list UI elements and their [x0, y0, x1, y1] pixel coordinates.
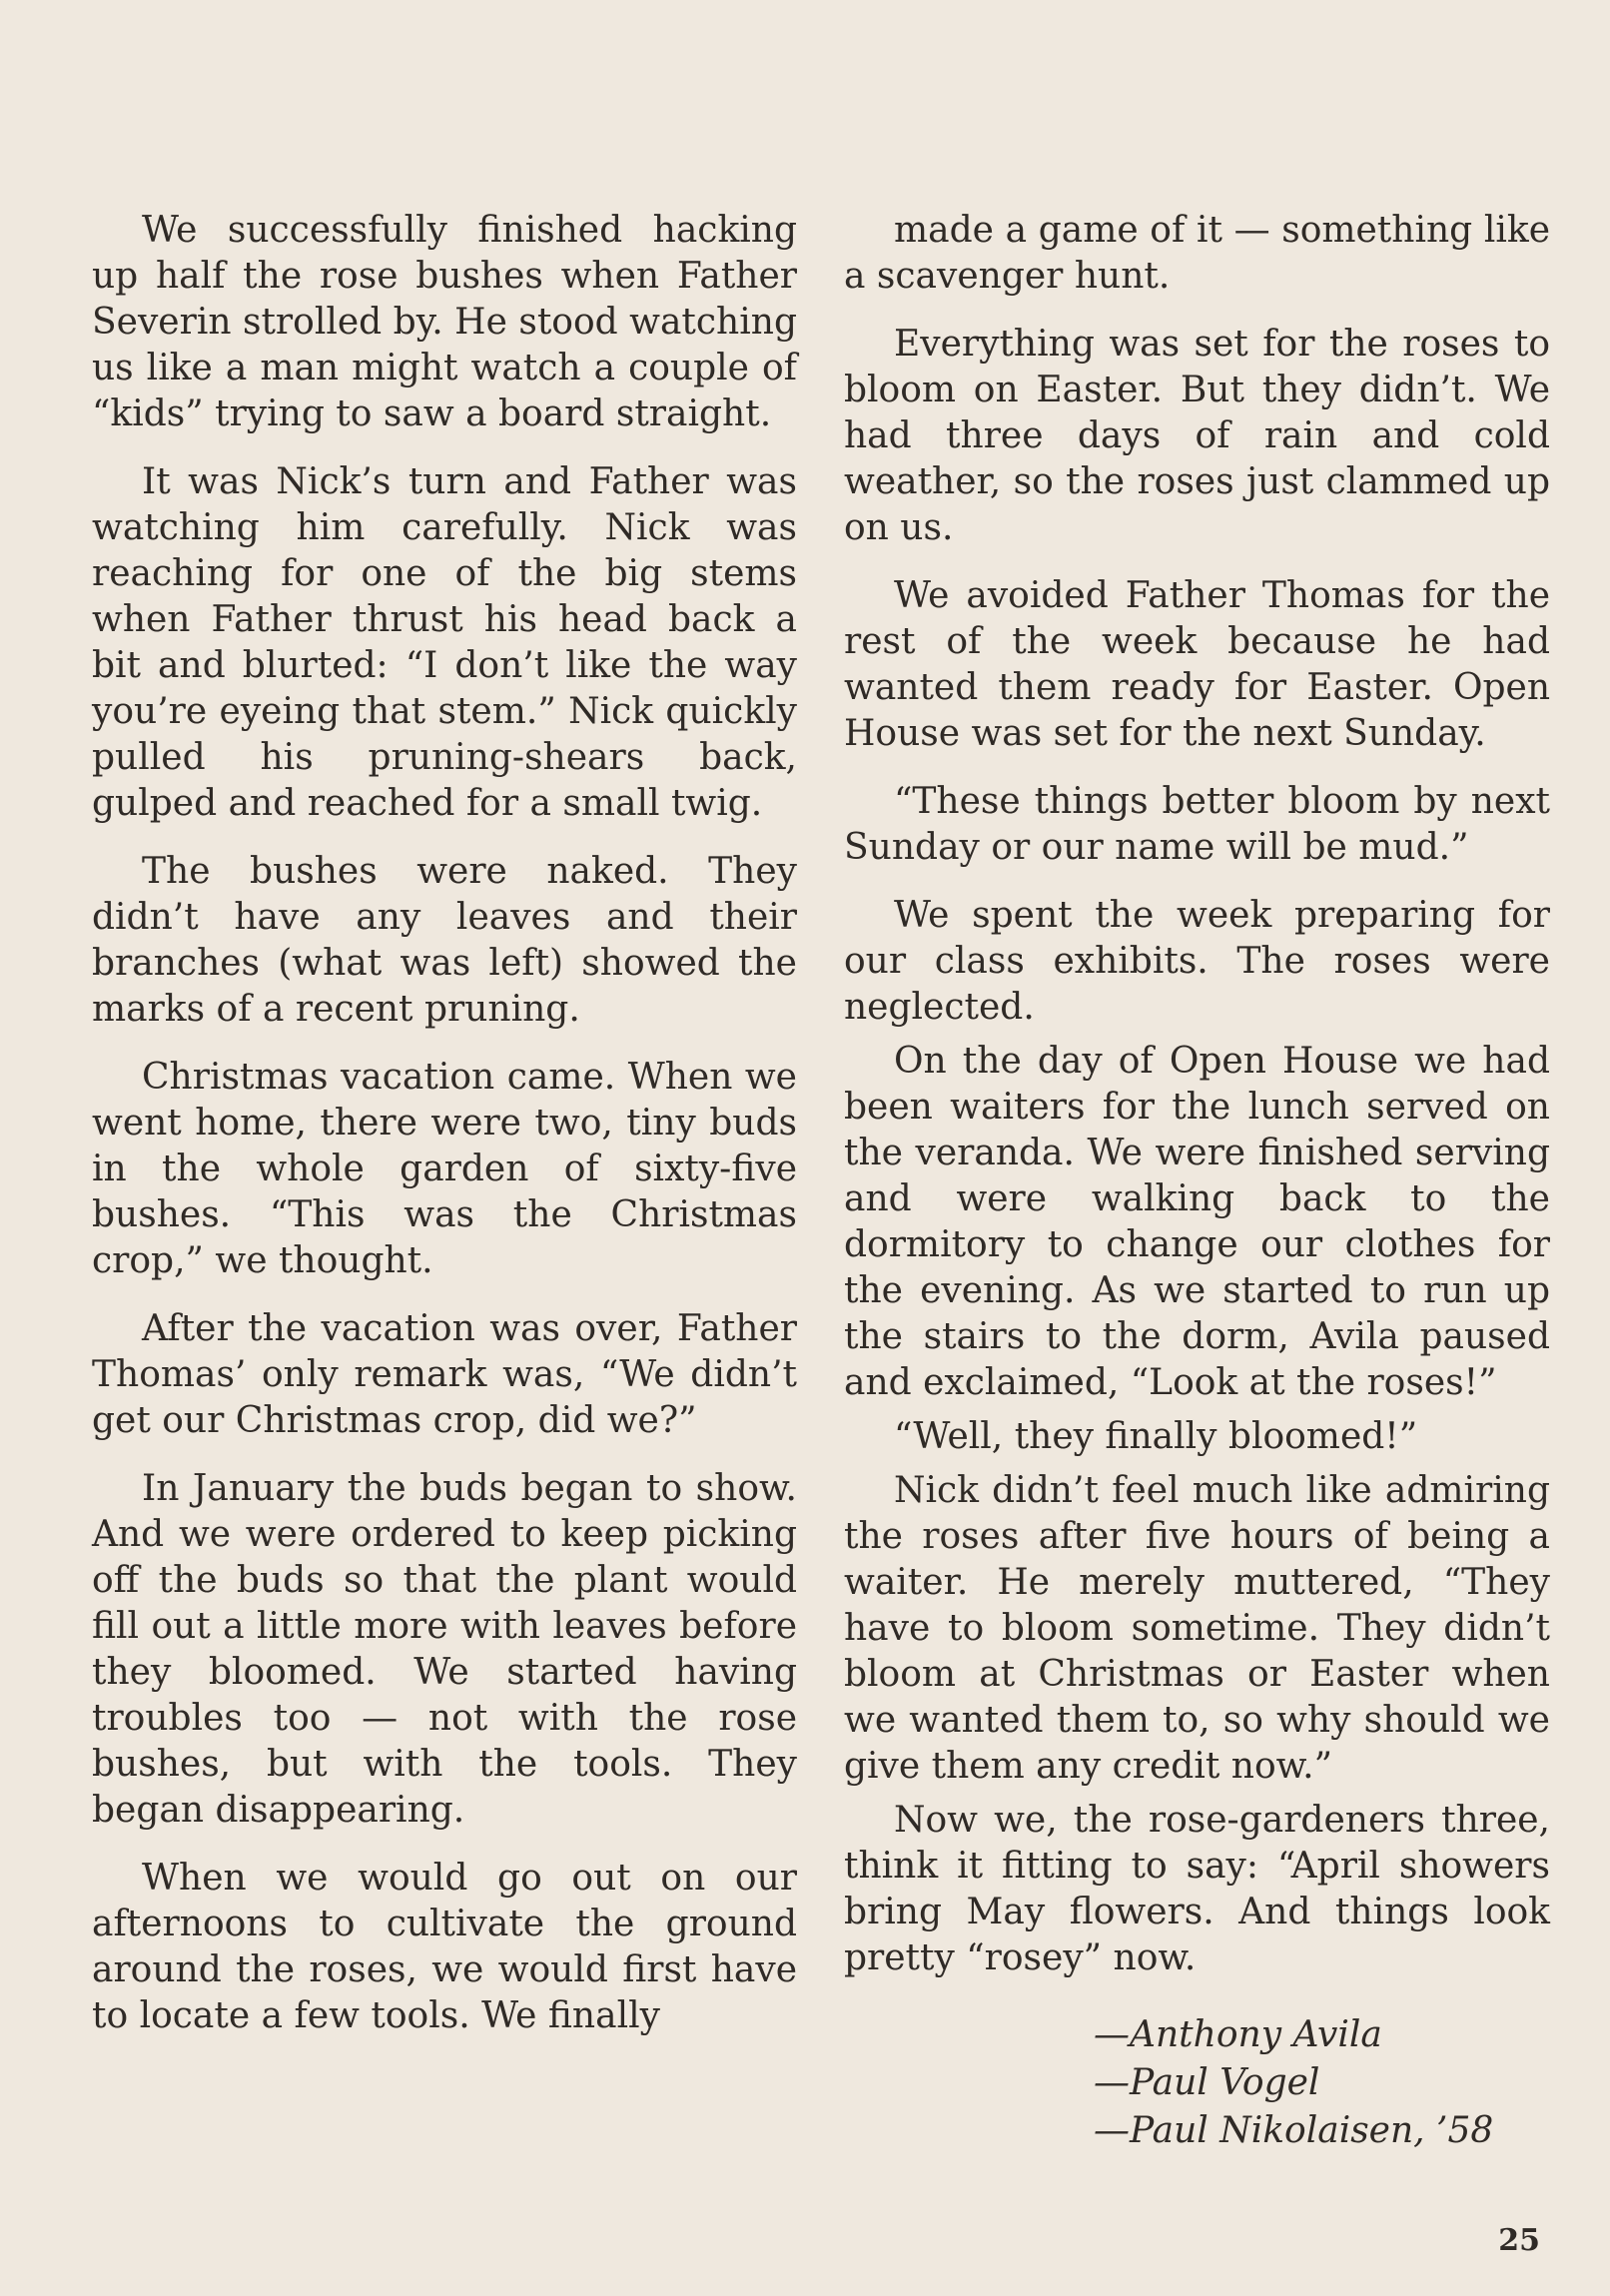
paragraph: Now we, the rose-gardeners three, think it fitting to say: “April showers bring May flowers. And things look pretty “rosey” now. [844, 1800, 1550, 1978]
author-name: —Anthony Avila [1094, 2014, 1382, 2055]
paragraph: Christmas vacation came. When we went home, there were two, tiny buds in the whole garden of sixty-five bushes. “This was the Christmas crop,” we thought. [92, 1057, 797, 1281]
paragraph: We avoided Father Thomas for the rest of the week because he had wanted them ready for Easter. Open House was set for the next Sunday. [844, 575, 1550, 754]
paragraph: “These things better bloom by next Sunday or our name will be mud.” [844, 781, 1550, 868]
author-name: —Paul Nikolaisen, ’58 [1094, 2110, 1494, 2151]
paragraph: When we would go out on our afternoons to cultivate the ground around the roses, we would first have to locate a few tools. We finally [92, 1858, 797, 2036]
paragraph: Nick didn’t feel much like admiring the roses after five hours of being a waiter. He merely muttered, “They have to bloom sometime. They didn’t bloom at Christmas or Easter when we wanted them to, so why should we give them any credit now.” [844, 1470, 1550, 1787]
paragraph: We successfully finished hacking up half the rose bushes when Father Severin strolled by. He stood watching us like a man might watch a couple of “kids” trying to saw a board straight. [92, 210, 797, 434]
paragraph: Everything was set for the roses to bloom on Easter. But they didn’t. We had three days of rain and cold weather, so the roses just clammed up on us. [844, 324, 1550, 548]
paragraph: The bushes were naked. They didn’t have any leaves and their branches (what was left) showed the marks of a recent pruning. [92, 851, 797, 1030]
author-name: —Paul Vogel [1094, 2062, 1320, 2103]
right-column [844, 208, 1550, 2155]
paragraph: It was Nick’s turn and Father was watching him carefully. Nick was reaching for one of the big stems when Father thrust his head back a bit and blurted: “I don’t like the way you’re eyeing that stem.” Nick quickly pulled his pruning-shears back, gulped and reached for a small twig. [92, 461, 797, 824]
paragraph: On the day of Open House we had been waiters for the lunch served on the veranda. We were finished serving and were walking back to the dormitory to change our clothes for the evening. As we started to run up the stairs to the dorm, Avila paused and exclaimed, “Look at the roses!” [844, 1041, 1550, 1403]
paragraph: After the vacation was over, Father Thomas’ only remark was, “We didn’t get our Christmas crop, did we?” [92, 1308, 797, 1441]
paragraph: We spent the week preparing for our class exhibits. The roses were neglected. [844, 895, 1550, 1028]
author-signatures [844, 2011, 1550, 2155]
paragraph: made a game of it — something like a scavenger hunt. [844, 210, 1550, 297]
paragraph: “Well, they finally bloomed!” [894, 1416, 1418, 1457]
page-number: 25 [1498, 2223, 1540, 2258]
paragraph: In January the buds began to show. And we were ordered to keep picking off the buds so that the plant would fill out a little more with leaves before they bloomed. We started having troubles too — not with the rose bushes, but with the tools. They began disappearing. [92, 1468, 797, 1831]
left-column [92, 208, 797, 2061]
